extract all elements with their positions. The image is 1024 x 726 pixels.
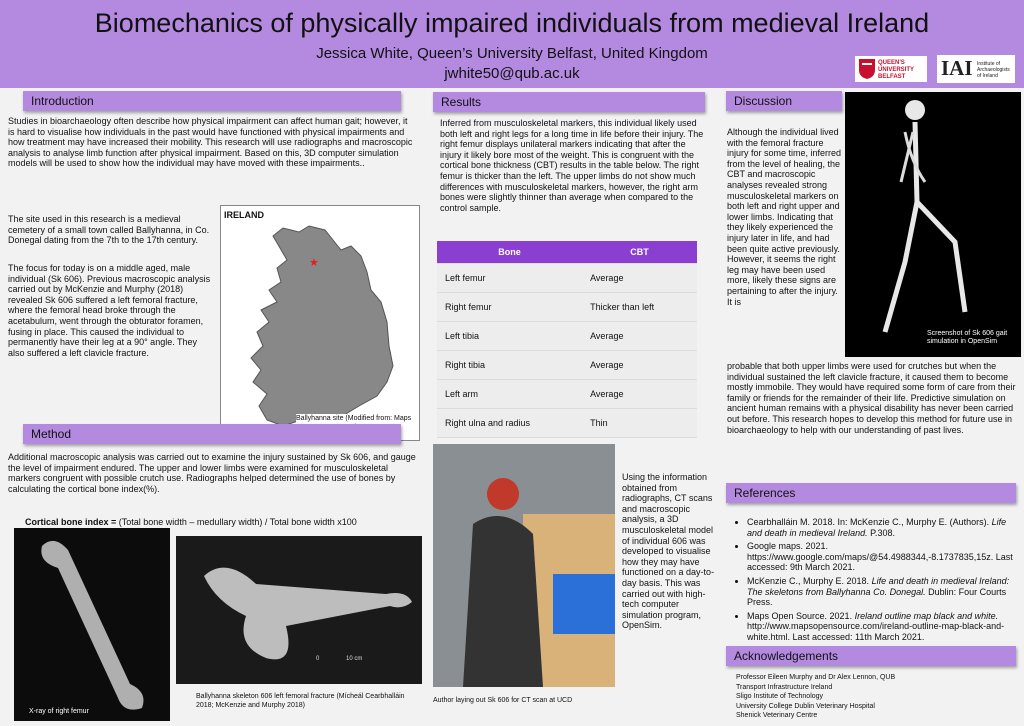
acknowledgement-line: Transport Infrastructure Ireland xyxy=(736,683,833,691)
table-cell: Right tibia xyxy=(437,351,582,380)
acknowledgement-line: Shenick Veterinary Centre xyxy=(736,712,818,719)
cortical-bone-formula xyxy=(25,517,415,527)
ref-text: Google maps. 2021. xyxy=(747,541,829,552)
author-line: Jessica White, Queen’s University Belfast, United Kingdom xyxy=(316,45,708,62)
introduction-paragraph: Studies in bioarchaeology often describe how physical impairment can affect human gait; however, it is hard to visualise how individuals in the past would have functioned with physical impairments and how treatment may have increased their mobility. This research will use radiographs and macroscopic analysis to analyse limb function after physical impairment. Based on this, 3D computer simulation models will be used to show how the individual may have moved with these impairments.. xyxy=(8,116,413,169)
ref-text: Maps Open Source. 2021. xyxy=(747,610,855,621)
method-paragraph: Additional macroscopic analysis was carried out to examine the injury sustained by Sk 606, and gauge the level of impairment endured. The upper and lower limbs were examined for musculoskeletal markers congruent with possible crutch use. Radiographs helped determined the use of bones by calculating the cortical bone index(%). xyxy=(8,452,416,494)
site-paragraph: The site used in this research is a medieval cemetery of a small town called Ballyhanna, in Co. Donegal dating from the 7th to the 17th century. xyxy=(8,214,210,246)
google-maps-link[interactable]: https://www.google.com/maps/@54.4988344,-8.1737835,15z xyxy=(747,551,991,562)
ref-title: Life and death in medieval Ireland: The skeletons from Ballyhanna Co. Donegal. xyxy=(747,575,1010,597)
formula-text: (Total bone width – medullary width) / Total bone width x100 xyxy=(116,517,357,527)
ref-text: . Last accessed: 11th March 2021. xyxy=(787,631,925,642)
discussion-paragraph-1: Although the individual lived with the femoral fracture injury for some time, inferred from the level of healing, the CBT and macroscopic analyses revealed strong musculoskeletal markers on both left and right upper and lower limbs. Indicating that they likely experienced the injury later in life, and had been quite active previously. However, it seems the right leg may have been used more, likely these signs are pertaining to after the injury. It is xyxy=(727,127,842,307)
table-cell: Left arm xyxy=(437,380,582,409)
formula-label: Cortical bone index = xyxy=(25,517,117,527)
table-cell: Right femur xyxy=(437,293,582,322)
opensim-screenshot xyxy=(845,92,1021,357)
acknowledgement-line: Professor Eileen Murphy and Dr Alex Lennon, QUB xyxy=(736,674,896,681)
references-heading: References xyxy=(726,483,1016,503)
reference-item xyxy=(747,541,1015,573)
table-cell: Average xyxy=(582,264,697,293)
iai-logo-text: Institute of Archaeologists of Ireland xyxy=(977,61,1010,79)
discussion-paragraph-2: probable that both upper limbs were used for crutches but when the individual sustained the left clavicle fracture, it caused them to become mostly immobile. They would have required some form of care from their family or friends for the remainder of their life. Predictive simulation on ancient human remains with a physical disability has never been carried out before. This research hopes to develop this method for future use in bioarchaeology to help with our understanding of past lives. xyxy=(727,361,1016,435)
maps-open-source-link[interactable]: http://www.mapsopensource.com/ireland-outline-map-black-and-white.html xyxy=(747,621,1005,642)
skeleton-simulation-icon xyxy=(845,92,1021,357)
table-row xyxy=(437,322,697,351)
table-header-bone: Bone xyxy=(437,241,582,264)
reference-item xyxy=(747,611,1015,643)
femur-fracture-icon xyxy=(176,536,422,684)
table-cell: Left tibia xyxy=(437,322,582,351)
ct-scan-photo xyxy=(433,444,615,687)
reference-item xyxy=(747,517,1015,538)
discussion-heading: Discussion xyxy=(726,91,842,111)
map-label: IRELAND xyxy=(224,210,264,220)
sim-caption: Screenshot of Sk 606 gait simulation in OpenSim xyxy=(927,330,1008,345)
table-row xyxy=(437,351,697,380)
results-paragraph: Inferred from musculoskeletal markers, this individual likely used both left and right legs for a long time in life before their injury. The right femur displays unilateral markers indicating that after the injury it likely bore most of the weight. This is congruent with the cortical bone thickness (CBT) results in the table below. The right femur is thicker than the left. The upper limbs do not show much differences with musculoskeletal markers, however, the right arm bones were slightly thinner than average when compared to the control sample. xyxy=(440,118,704,213)
acknowledgement-line: University College Dublin Veterinary Hospital xyxy=(736,702,875,710)
ref-text: Cearbhalláin M. 2018. In: McKenzie C., Murphy E. (Authors). xyxy=(747,517,992,527)
ireland-outline-map xyxy=(221,206,419,440)
cbt-table xyxy=(437,241,697,438)
method-heading: Method xyxy=(23,424,401,444)
table-row xyxy=(437,293,697,322)
table-cell: Left femur xyxy=(437,264,582,293)
iai-logo-mark: IAI xyxy=(941,56,973,80)
scale-ten: 10 cm xyxy=(346,656,363,662)
author-email: jwhite50@qub.ac.uk xyxy=(444,65,580,82)
table-cell: Average xyxy=(582,351,697,380)
acknowledgements-list xyxy=(736,673,1016,721)
table-cell: Average xyxy=(582,322,697,351)
qub-logo-text: QUEEN'S UNIVERSITY BELFAST xyxy=(878,60,914,80)
ref-title: Life and death in medieval Ireland. xyxy=(747,517,1007,538)
ireland-map xyxy=(220,205,420,441)
iai-logo xyxy=(937,55,1015,83)
map-caption: Ballyhanna site (Modified from: Maps xyxy=(296,414,416,432)
references-list xyxy=(735,517,1015,646)
focus-paragraph: The focus for today is on a middle aged, male individual (Sk 606). Previous macroscopic analysis carried out by McKenzie and Murphy (2018) revealed Sk 606 suffered a left femoral fracture, where the femoral head broke through the acetabulum, went through the obturator foramen, fusing in place. This caused the individual to permanently have their leg at a 90° angle. They also suffered a left clavicle fracture. xyxy=(8,263,211,358)
ct-scan-caption: Author laying out Sk 606 for CT scan at UCD xyxy=(433,697,573,704)
xray-image xyxy=(14,528,170,721)
table-cell: Average xyxy=(582,380,697,409)
introduction-heading: Introduction xyxy=(23,91,401,111)
acknowledgement-line: Sligo Institute of Technology xyxy=(736,693,824,700)
table-row xyxy=(437,264,697,293)
table-cell: Thicker than left xyxy=(582,293,697,322)
table-header-cbt: CBT xyxy=(582,241,697,264)
ref-text: P.308. xyxy=(867,527,895,538)
site-marker-icon: ★ xyxy=(309,257,319,269)
model-paragraph: Using the information obtained from radiographs, CT scans and macroscopic analysis, a 3D musculoskeletal model of individual 606 was developed to visualise how they may have functioned on a day-to-day basis. This was carried out with high-tech computer simulation program, OpenSim. xyxy=(622,472,715,631)
skeleton-caption: Ballyhanna skeleton 606 left femoral fracture (Mícheál Cearbhalláin 2018; McKenzie and Murphy 2018) xyxy=(196,693,405,709)
table-cell: Right ulna and radius xyxy=(437,409,582,438)
xray-caption: X-ray of right femur xyxy=(29,708,89,715)
ref-text: McKenzie C., Murphy E. 2018. xyxy=(747,575,872,586)
ref-text: Dublin: Four Courts Press. xyxy=(747,586,1007,608)
poster-title: Biomechanics of physically impaired individuals from medieval Ireland xyxy=(94,8,930,38)
acknowledgements-heading: Acknowledgements xyxy=(726,646,1016,666)
scale-zero: 0 xyxy=(316,656,320,662)
table-header-row xyxy=(437,241,697,264)
researcher-photo-icon xyxy=(433,444,615,687)
table-row xyxy=(437,380,697,409)
table-row xyxy=(437,409,697,438)
ref-title: Ireland outline map black and white. xyxy=(854,610,999,621)
reference-item xyxy=(747,576,1015,608)
results-heading: Results xyxy=(433,92,705,112)
qub-logo xyxy=(855,56,927,82)
femur-xray-icon xyxy=(14,528,170,721)
ref-text: . Last accessed: 9th March 2021. xyxy=(747,551,1013,573)
skeleton-photo xyxy=(176,536,422,684)
qub-crest-icon xyxy=(858,58,876,80)
table-cell: Thin xyxy=(582,409,697,438)
